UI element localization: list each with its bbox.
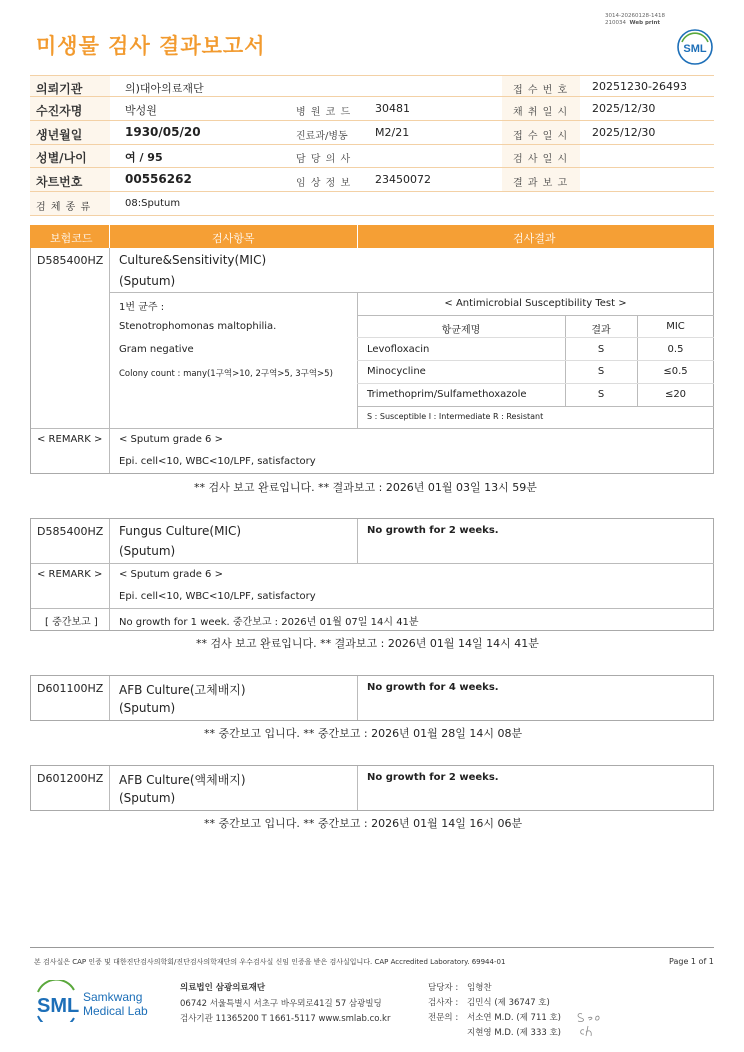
info-label: 임 상 정 보 [296, 178, 352, 189]
footer-divider [30, 947, 714, 948]
info-row [30, 168, 714, 192]
staff-role: 전문의 : [428, 1013, 459, 1023]
ast-drug: Minocycline [367, 366, 426, 377]
test-name: AFB Culture(액체배지) [119, 773, 246, 787]
section-afb-liquid [30, 765, 714, 811]
info-label: 검 사 일 시 [513, 154, 569, 165]
ast-result: S [597, 344, 605, 355]
ast-title: < Antimicrobial Susceptibility Test > [444, 298, 627, 309]
info-value: 30481 [375, 102, 410, 115]
info-label: 결 과 보 고 [513, 178, 569, 189]
info-label: 성별/나이 [36, 151, 87, 165]
org-contact: 검사기관 11365200 T 1661-5117 www.smlab.co.kr [180, 1014, 391, 1024]
ast-drug: Trimethoprim/Sulfamethoxazole [367, 389, 527, 400]
ast-header-drug: 항균제명 [441, 325, 481, 336]
birth-date: 1930/05/20 [125, 125, 201, 139]
header-item: 검사항목 [212, 232, 255, 245]
info-label: 병 원 코 드 [296, 107, 352, 118]
gram-stain: Gram negative [119, 344, 194, 355]
report-status: ** 중간보고 입니다. ** 중간보고 : 2026년 01월 14일 16시 06분 [204, 817, 523, 830]
remark-text: Epi. cell<10, WBC<10/LPF, satisfactory [119, 591, 316, 602]
ast-mic: 0.5 [667, 344, 684, 355]
test-code: D601200HZ [37, 772, 104, 785]
web-print-label: Web print [629, 20, 661, 26]
info-row [30, 145, 714, 168]
footer-logo [36, 980, 154, 1025]
test-result: No growth for 4 weeks. [367, 682, 499, 693]
isolate-label: 1번 균주 : [119, 302, 165, 313]
organism-name: Stenotrophomonas maltophilia. [119, 321, 277, 332]
staff-name: 임형찬 [467, 983, 492, 993]
ast-mic: ≤0.5 [663, 366, 688, 377]
page-number: Page 1 of 1 [669, 957, 714, 966]
info-label: 차트번호 [36, 175, 83, 189]
staff-name: 김민식 (제 36747 호) [467, 998, 550, 1008]
remark-label: < REMARK > [37, 434, 103, 445]
test-name: Fungus Culture(MIC) [119, 524, 242, 538]
interim-text: No growth for 1 week. 중간보고 : 2026년 01월 07일 14시 41분 [119, 617, 419, 628]
remark-label: < REMARK > [37, 569, 103, 580]
staff-role: 검사자 : [428, 998, 459, 1008]
remark-text: < Sputum grade 6 > [119, 569, 223, 580]
info-label: 생년월일 [36, 128, 83, 142]
ast-drug: Levofloxacin [367, 344, 430, 355]
header-result: 검사결과 [513, 232, 556, 245]
page-title: 미생물 검사 결과보고서 [36, 34, 266, 58]
info-value: 2025/12/30 [592, 102, 656, 115]
staff-name: 지현영 M.D. (제 333 호) [467, 1028, 562, 1038]
cert-text: 본 검사실은 CAP 인증 및 대한진단검사의학회/진단검사의학재단의 우수검사실 신임 인증을 받은 검사실입니다. CAP Accredited Laboratory. 69944-01 [34, 958, 506, 966]
info-value: 의)대아의료재단 [125, 82, 204, 95]
test-name: Culture&Sensitivity(MIC) [119, 253, 267, 267]
test-result: No growth for 2 weeks. [367, 525, 499, 536]
ast-header-result: 결과 [591, 325, 611, 336]
ast-result: S [597, 389, 605, 400]
section-fungus-culture [30, 518, 714, 631]
footer-logo-name2: Medical Lab [83, 1004, 148, 1018]
remark-text: < Sputum grade 6 > [119, 434, 223, 445]
remark-text: Epi. cell<10, WBC<10/LPF, satisfactory [119, 456, 316, 467]
report-status: ** 검사 보고 완료입니다. ** 결과보고 : 2026년 01월 14일 14시 41분 [196, 637, 539, 650]
specimen: (Sputum) [119, 544, 176, 558]
info-label: 접 수 일 시 [513, 131, 569, 142]
sml-logo-icon [676, 28, 714, 66]
specimen: (Sputum) [119, 274, 176, 288]
info-value: 23450072 [375, 173, 431, 186]
info-label: 담 당 의 사 [296, 154, 352, 165]
colony-count: Colony count : many(1구역>10, 2구역>5, 3구역>5) [119, 369, 333, 379]
info-label: 접 수 번 호 [513, 85, 569, 96]
print-code-line2: 210034 [605, 20, 626, 26]
staff-role: 담당자 : [428, 983, 459, 993]
info-label: 채 취 일 시 [513, 107, 569, 118]
test-code: D585400HZ [37, 525, 104, 538]
info-value: 박성원 [125, 104, 157, 117]
ast-result: S [597, 366, 605, 377]
signature-icon [574, 1008, 610, 1043]
info-value: M2/21 [375, 126, 410, 139]
info-label: 진료과/병동 [296, 131, 348, 142]
print-code [605, 13, 685, 27]
section-culture-sensitivity [30, 248, 714, 474]
info-label: 검 체 종 류 [36, 202, 92, 213]
staff-name: 서소연 M.D. (제 711 호) [467, 1013, 562, 1023]
info-value: 여 / 95 [125, 151, 163, 164]
org-name: 의료법인 삼광의료재단 [180, 983, 266, 993]
specimen: (Sputum) [119, 791, 176, 805]
info-row [30, 75, 714, 97]
info-row [30, 97, 714, 121]
chart-number: 00556262 [125, 172, 192, 186]
info-label: 의뢰기관 [36, 82, 83, 96]
footer-logo-mark: SML [37, 995, 80, 1017]
section-afb-solid [30, 675, 714, 721]
ast-mic: ≤20 [664, 389, 687, 400]
info-label: 수진자명 [36, 104, 83, 118]
test-code: D585400HZ [37, 254, 104, 267]
header-code: 보험코드 [50, 232, 93, 245]
print-code-line1: 3014-20260128-1418 [605, 13, 665, 19]
info-value: 20251230-26493 [592, 80, 687, 93]
info-row [30, 121, 714, 145]
info-row [30, 192, 714, 216]
info-value: 08:Sputum [125, 198, 181, 209]
interim-label: [ 중간보고 ] [45, 617, 98, 628]
ast-header-mic: MIC [666, 321, 685, 332]
test-name: AFB Culture(고체배지) [119, 683, 246, 697]
results-header [30, 225, 714, 248]
org-address: 06742 서울특별시 서초구 바우뫼로41길 57 삼광빌딩 [180, 999, 382, 1009]
logo-text: SML [683, 43, 707, 55]
ast-legend: S : Susceptible I : Intermediate R : Resistant [367, 412, 544, 421]
specimen: (Sputum) [119, 701, 176, 715]
footer-logo-name1: Samkwang [83, 990, 143, 1004]
test-result: No growth for 2 weeks. [367, 772, 499, 783]
report-status: ** 중간보고 입니다. ** 중간보고 : 2026년 01월 28일 14시 08분 [204, 727, 523, 740]
test-code: D601100HZ [37, 682, 104, 695]
info-value: 2025/12/30 [592, 126, 656, 139]
report-status: ** 검사 보고 완료입니다. ** 결과보고 : 2026년 01월 03일 13시 59분 [194, 481, 537, 494]
